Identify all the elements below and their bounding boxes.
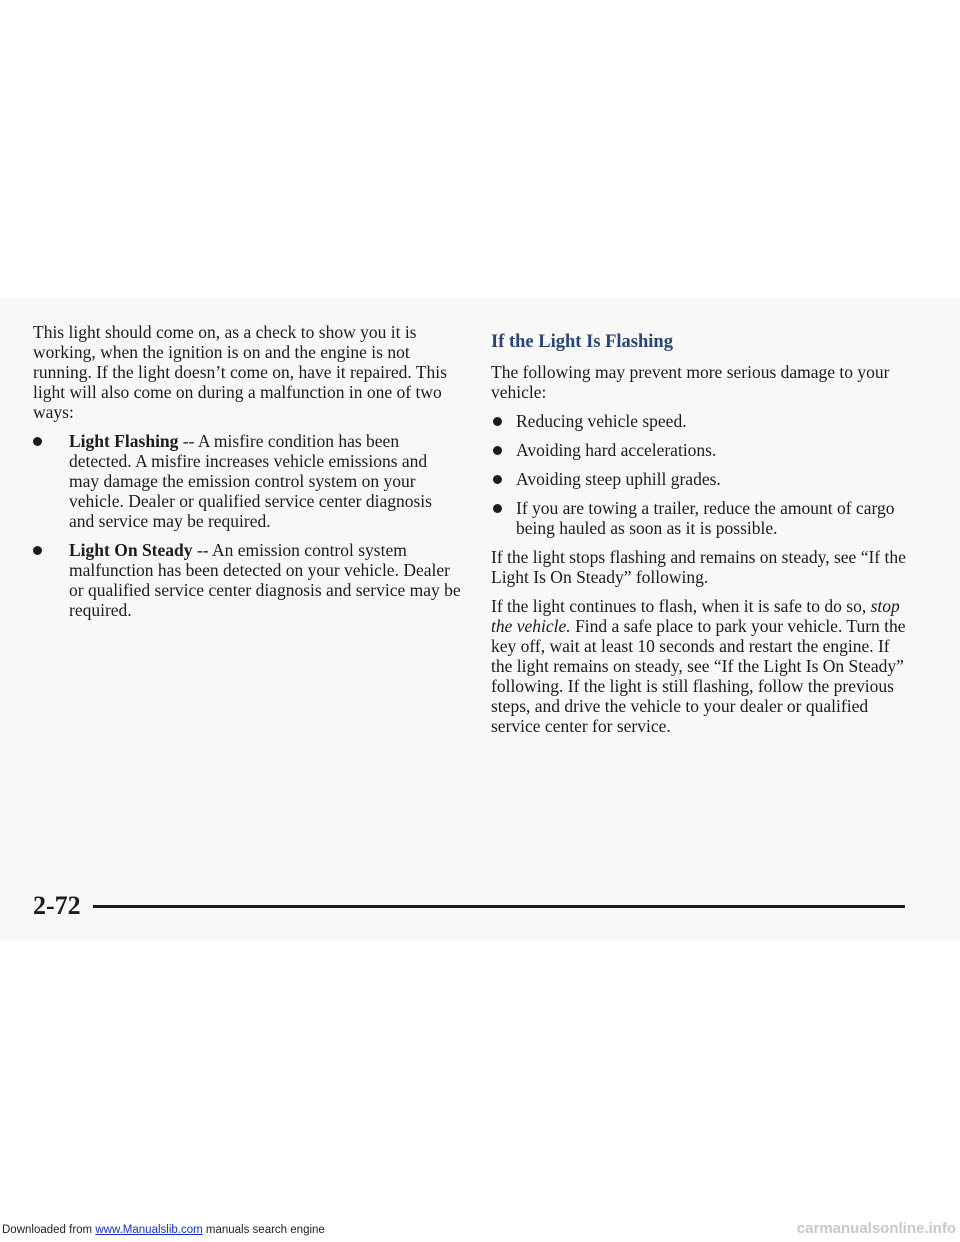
flash-paragraph: If the light continues to flash, when it is safe to do so, stop the vehicle. Find a safe place to park your vehicle. Turn the key off, wait at least 10 seconds and restart the engine. If the light remains on steady, see “If the Light Is On Steady” following. If the light is still flashing, follow the previous steps, and drive the vehicle to your dealer or qualified service center for service. <box>491 596 906 736</box>
emphasis-text: stop the vehicle. <box>491 596 900 636</box>
list-item <box>33 431 461 531</box>
manualslib-link[interactable]: www.Manualslib.com <box>95 1224 203 1236</box>
download-bar: Downloaded from www.Manualslib.com manuals search engine <box>2 1224 325 1236</box>
bullet-icon <box>33 437 42 446</box>
bullet-icon <box>33 546 42 555</box>
page-number: 2-72 <box>33 891 81 920</box>
term-description: -- A misfire condition has been detected. A misfire increases vehicle emissions and may damage the emission control system on your vehicle. Dealer or qualified service center diagnosis and service may be required. <box>69 431 432 531</box>
intro-paragraph: This light should come on, as a check to show you it is working, when the ignition is on and the engine is not running. If the light doesn’t come on, have it repaired. This light will also come on during a malfunction in one of two ways: <box>33 322 447 422</box>
steady-paragraph: If the light stops flashing and remains on steady, see “If the Light Is On Steady” following. <box>491 547 906 587</box>
term-label: Light On Steady <box>69 540 193 560</box>
malfunction-list <box>33 431 461 620</box>
term-label: Light Flashing <box>69 431 179 451</box>
list-item: Avoiding hard accelerations. <box>491 440 911 460</box>
list-item: Reducing vehicle speed. <box>491 411 911 431</box>
bullet-icon <box>493 504 502 513</box>
list-item: Avoiding steep uphill grades. <box>491 469 911 489</box>
list-item: If you are towing a trailer, reduce the amount of cargo being hauled as soon as it is possible. <box>491 498 911 538</box>
right-column <box>491 332 911 745</box>
intro-paragraph: The following may prevent more serious damage to your vehicle: <box>491 362 890 402</box>
list-item <box>33 540 461 620</box>
prevention-list <box>491 411 911 538</box>
bullet-icon <box>493 446 502 455</box>
term-description: -- An emission control system malfunction has been detected on your vehicle. Dealer or qualified service center diagnosis and service may be required. <box>69 540 461 620</box>
bullet-icon <box>493 417 502 426</box>
bullet-icon <box>493 475 502 484</box>
left-column <box>33 322 461 629</box>
watermark-logo: carmanualsonline.info <box>796 1220 956 1237</box>
section-heading: If the Light Is Flashing <box>491 332 673 352</box>
footer-rule <box>93 905 905 908</box>
